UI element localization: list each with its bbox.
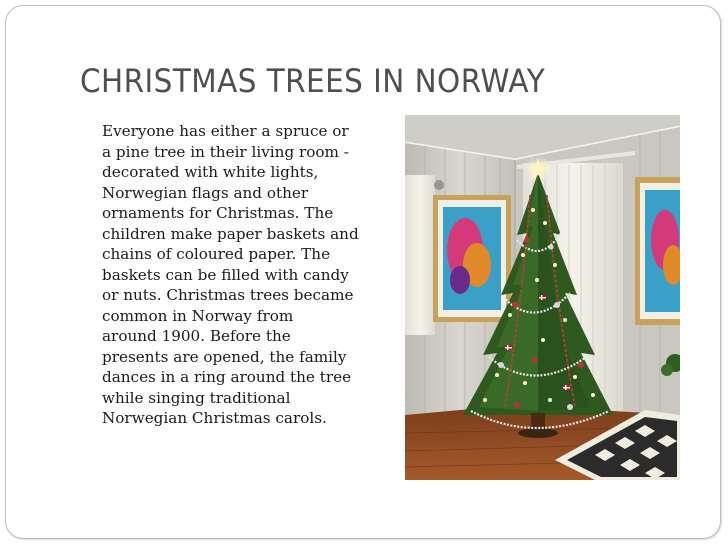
body-line: while singing traditional [102,388,291,407]
body-line: around 1900. Before the [102,327,291,345]
body-line: Norwegian Christmas carols. [102,409,327,427]
body-line: children make paper baskets and [102,224,359,243]
body-line: or nuts. Christmas trees became [102,286,354,304]
slide-title: CHRISTMAS TREES IN NORWAY [80,62,546,100]
body-line: a pine tree in their living room - [102,142,349,161]
body-line: Norwegian flags and other [102,183,309,202]
body-line: presents are opened, the family [102,347,347,366]
body-line: Everyone has either a spruce or [102,122,349,140]
body-line: baskets can be filled with candy [102,265,349,284]
body-line: chains of coloured paper. The [102,245,331,263]
body-line: decorated with white lights, [102,163,319,181]
christmas-tree-photo [405,115,680,480]
body-line: dances in a ring around the tree [102,368,352,386]
body-line: common in Norway from [102,306,294,325]
body-line: ornaments for Christmas. The [102,204,334,222]
body-text [102,121,370,429]
